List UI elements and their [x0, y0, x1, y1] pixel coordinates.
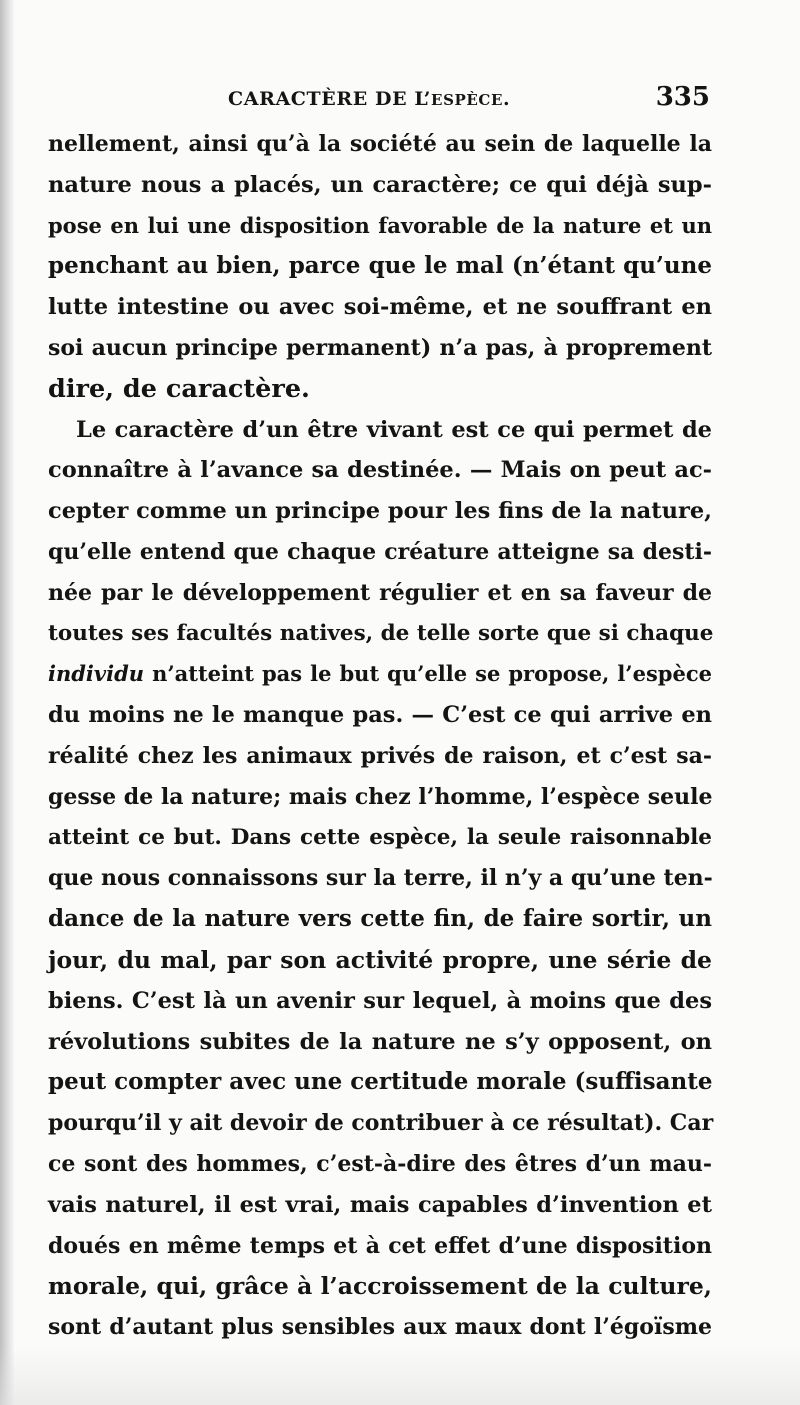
paragraph-first-line: Le caractère d’un être vivant est ce qui permet de [76, 416, 712, 443]
text-line: dire, de caractère. [48, 373, 310, 404]
text-line: née par le développement régulier et en sa faveur de [48, 579, 712, 606]
text-line: biens. C’est là un avenir sur lequel, à moins que des [48, 987, 712, 1014]
text-line: cepter comme un principe pour les fins de la nature, [48, 498, 712, 525]
text-line: sont d’autant plus sensibles aux maux dont l’égoïsme [48, 1314, 712, 1341]
text-run: n’atteint pas le but qu’elle se propose, l’espèce [144, 661, 712, 687]
text-line: vais naturel, il est vrai, mais capables d’invention et [48, 1191, 712, 1218]
running-title [228, 88, 510, 110]
page-header [48, 82, 712, 118]
text-line: soi aucun principe permanent) n’a pas, à proprement [48, 334, 712, 361]
text-line: nellement, ainsi qu’à la société au sein de laquelle la [48, 131, 712, 157]
text-line: peut compter avec une certitude morale (suffisante [48, 1068, 713, 1096]
text-line: que nous connaissons sur la terre, il n’y a qu’une ten- [48, 865, 713, 892]
running-title-end: . [502, 88, 511, 110]
text-line: dance de la nature vers cette fin, de faire sortir, un [48, 905, 712, 933]
text-line: pose en lui une disposition favorable de la nature et un [48, 212, 712, 238]
text-line: morale, qui, grâce à l’accroissement de la culture, [48, 1272, 712, 1301]
text-line: lutte intestine ou avec soi-même, et ne souffrant en [48, 294, 712, 321]
text-line: nature nous a placés, un caractère; ce qui déjà sup- [48, 171, 712, 198]
text-line: révolutions subites de la nature ne s’y opposent, on [48, 1028, 712, 1055]
text-line: pourqu’il y ait devoir de contribuer à ce résultat). Car [48, 1110, 714, 1137]
italic-word: individu [48, 661, 145, 687]
text-line: réalité chez les animaux privés de raison, et c’est sa- [48, 742, 712, 769]
text-line: jour, du mal, par son activité propre, une série de [48, 945, 712, 974]
text-line: connaître à l’avance sa destinée. — Mais on peut ac- [48, 457, 712, 484]
text-line: doués en même temps et à cet effet d’une disposition [48, 1232, 712, 1259]
text-line: ce sont des hommes, c’est-à-dire des êtres d’un mau- [48, 1150, 712, 1177]
page-number: 335 [655, 82, 710, 112]
page-bottom-shadow [0, 1345, 800, 1405]
text-line: toutes ses facultés natives, de telle sorte que si chaque [48, 620, 714, 646]
text-line-mixed [48, 654, 712, 695]
text-line: penchant au bien, parce que le mal (n’étant qu’une [48, 252, 712, 280]
text-line: gesse de la nature; mais chez l’homme, l’espèce seule [48, 783, 713, 810]
running-title-part2: ESPÈCE [431, 91, 503, 109]
text-line: atteint ce but. Dans cette espèce, la seule raisonnable [48, 824, 712, 850]
text-line: du moins ne le manque pas. — C’est ce qui arrive en [48, 702, 712, 729]
body-text [48, 124, 712, 1348]
running-title-part1: CARACTÈRE DE L’ [228, 88, 432, 110]
page-gutter-shadow [0, 0, 14, 1405]
text-line: qu’elle entend que chaque créature atteigne sa desti- [48, 538, 712, 565]
